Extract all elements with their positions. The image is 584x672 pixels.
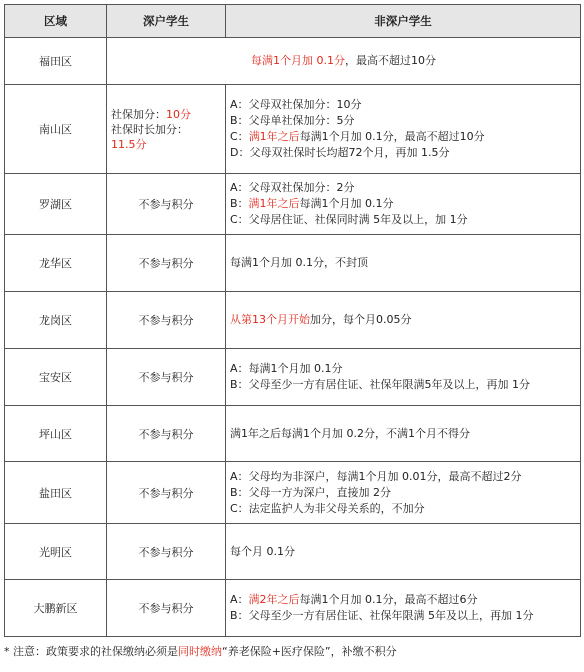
highlight-text: 从第13个月开始 <box>230 313 310 326</box>
local-student-cell <box>107 235 226 292</box>
table-row <box>5 38 581 85</box>
text-segment: 不参与积分 <box>138 427 194 441</box>
text-segment: 社保加分： <box>111 107 166 121</box>
text-segment: B：父母至少一方有居住证、社保年限满 5年及以上，再加 1分 <box>230 609 534 622</box>
text-segment: C：法定监护人为非父母关系的，不加分 <box>230 501 425 515</box>
local-student-cell <box>107 580 226 637</box>
highlight-text: 满1年之后 <box>248 130 300 143</box>
district-cell: 罗湖区 <box>5 174 107 235</box>
nonlocal-student-cell <box>226 292 581 349</box>
text-line <box>230 97 576 113</box>
highlight-text: 满2年之后 <box>248 593 300 606</box>
nonlocal-student-cell <box>226 235 581 292</box>
text-segment: A：父母双社保加分：2分 <box>230 181 355 194</box>
text-segment: 不参与积分 <box>138 371 194 384</box>
text-segment: 不参与积分 <box>138 486 194 500</box>
text-segment: 加分，每个月0.05分 <box>310 313 412 326</box>
local-student-cell <box>107 462 226 524</box>
text-segment: 每满1个月加 0.1分 <box>299 197 394 210</box>
text-segment: A：父母双社保加分：10分 <box>230 98 362 111</box>
nonlocal-student-cell <box>226 524 581 580</box>
table-row <box>5 235 581 292</box>
text-line <box>111 485 221 501</box>
text-segment: 每满1个月加 0.1分，最高不超过10分 <box>299 130 485 143</box>
text-line <box>230 469 576 485</box>
local-student-cell <box>107 292 226 349</box>
text-line <box>111 53 576 69</box>
header-nonlocal: 非深户学生 <box>226 5 581 38</box>
text-line <box>111 544 221 560</box>
text-line <box>230 592 576 608</box>
local-student-cell <box>107 174 226 235</box>
text-line <box>111 369 221 385</box>
text-line <box>230 129 576 145</box>
text-segment: B：父母一方为深户，直接加 2分 <box>230 485 392 499</box>
text-segment: 社保时长加分： <box>111 122 188 136</box>
table-row <box>5 85 581 174</box>
district-cell: 南山区 <box>5 85 107 174</box>
district-cell: 光明区 <box>5 524 107 580</box>
text-segment: 每满1个月加 0.1分，最高不超过6分 <box>299 593 478 606</box>
text-line <box>230 361 576 377</box>
district-cell: 福田区 <box>5 38 107 85</box>
merged-rule-cell <box>107 38 581 85</box>
text-segment: D：父母双社保时长均超72个月，再加 1.5分 <box>230 146 450 159</box>
table-row <box>5 292 581 349</box>
text-line <box>111 600 221 616</box>
text-segment: 不参与积分 <box>138 198 194 211</box>
text-line <box>111 196 221 212</box>
nonlocal-student-cell <box>226 174 581 235</box>
text-line <box>230 501 576 517</box>
table-row <box>5 580 581 637</box>
text-line <box>111 255 221 271</box>
text-line <box>230 312 576 328</box>
nonlocal-student-cell <box>226 85 581 174</box>
text-line <box>111 137 221 152</box>
text-segment: B： <box>230 197 249 210</box>
text-line <box>230 544 576 560</box>
local-student-cell <box>107 524 226 580</box>
text-segment: A：父母均为非深户，每满1个月加 0.01分，最高不超过2分 <box>230 469 522 483</box>
header-local: 深户学生 <box>107 5 226 38</box>
text-line <box>111 122 221 137</box>
district-cell: 龙华区 <box>5 235 107 292</box>
highlight-text: 10分 <box>166 107 191 121</box>
nonlocal-student-cell <box>226 349 581 406</box>
highlight-text: 每满1个月加 0.1分 <box>251 54 345 67</box>
text-line <box>230 212 576 228</box>
policy-table <box>4 4 581 637</box>
table-row <box>5 406 581 462</box>
text-line <box>230 608 576 624</box>
nonlocal-student-cell <box>226 462 581 524</box>
local-student-cell <box>107 85 226 174</box>
highlight-text: 11.5分 <box>111 137 147 151</box>
text-segment: B：父母单社保加分：5分 <box>230 114 355 127</box>
table-row <box>5 349 581 406</box>
text-segment: 每满1个月加 0.1分，不封顶 <box>230 256 368 269</box>
text-segment: 不参与积分 <box>138 545 194 559</box>
text-segment: B：父母至少一方有居住证、社保年限满5年及以上，再加 1分 <box>230 378 531 391</box>
text-segment: 不参与积分 <box>138 314 194 327</box>
district-cell: 盐田区 <box>5 462 107 524</box>
local-student-cell <box>107 349 226 406</box>
text-line <box>230 145 576 161</box>
text-line <box>230 196 576 212</box>
text-line <box>230 180 576 196</box>
text-segment: C： <box>230 130 249 143</box>
highlight-text: 满1年之后 <box>248 197 300 210</box>
table-row <box>5 524 581 580</box>
text-segment: * 注意：政策要求的社保缴纳必须是 <box>4 645 178 658</box>
footnote <box>4 643 580 659</box>
text-segment: 每个月 0.1分 <box>230 544 295 558</box>
text-segment: 不参与积分 <box>138 257 194 270</box>
text-line <box>230 426 576 442</box>
text-segment: 满1年之后每满1个月加 0.2分，不满1个月不得分 <box>230 426 470 440</box>
text-line <box>111 426 221 442</box>
text-segment: ，最高不超过10分 <box>345 54 436 67</box>
text-line <box>111 312 221 328</box>
table-row <box>5 174 581 235</box>
text-segment: A： <box>230 593 249 606</box>
text-segment: C：父母居住证、社保同时满 5年及以上，加 1分 <box>230 213 468 226</box>
text-segment: A：每满1个月加 0.1分 <box>230 362 343 375</box>
nonlocal-student-cell <box>226 406 581 462</box>
local-student-cell <box>107 406 226 462</box>
text-line <box>230 485 576 501</box>
header-row <box>5 5 581 38</box>
text-segment: 不参与积分 <box>138 602 194 615</box>
district-cell: 大鹏新区 <box>5 580 107 637</box>
text-line <box>230 113 576 129</box>
district-cell: 龙岗区 <box>5 292 107 349</box>
text-line <box>230 255 576 271</box>
text-segment: “养老保险+医疗保险”，补缴不积分 <box>222 645 397 658</box>
text-line <box>111 107 221 122</box>
text-line <box>230 377 576 393</box>
district-cell: 宝安区 <box>5 349 107 406</box>
table-row <box>5 462 581 524</box>
district-cell: 坪山区 <box>5 406 107 462</box>
header-district: 区域 <box>5 5 107 38</box>
highlight-text: 同时缴纳 <box>178 645 222 658</box>
nonlocal-student-cell <box>226 580 581 637</box>
